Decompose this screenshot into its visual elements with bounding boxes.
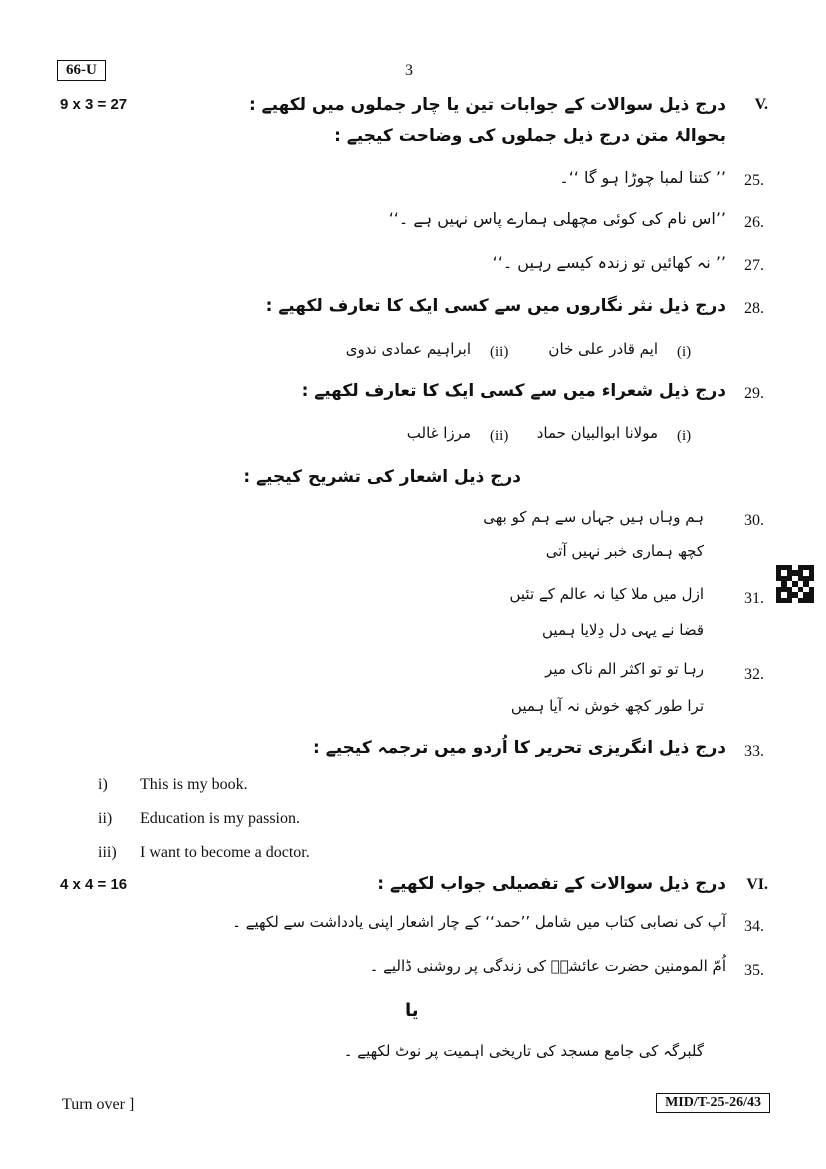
section-vi-roman: VI. — [746, 876, 768, 893]
question-35-alternative-text: گلبرگہ کی جامع مسجد کی تاریخی اہمیت پر نوٹ لکھیے ۔ — [343, 1042, 704, 1060]
question-34-text: آپ کی نصابی کتاب میں شامل ’’حمد‘‘ کے چار اشعار اپنی یادداشت سے لکھیے ۔ — [232, 913, 726, 931]
question-35-text: اُمّ المومنین حضرت عائشہؓ کی زندگی پر روشنی ڈالیے ۔ — [369, 957, 726, 975]
q29-option-1: مولانا ابوالبیان حماد — [536, 424, 658, 442]
poetry-instruction: درج ذیل اشعار کی تشریح کیجیے : — [243, 467, 521, 487]
paper-code-box: 66-U — [57, 60, 106, 81]
translation-item-1: This is my book. — [140, 776, 248, 793]
question-number-34: 34. — [744, 918, 764, 935]
section-vi-marks: 4 x 4 = 16 — [60, 876, 128, 893]
qr-code-icon — [776, 565, 814, 603]
question-number-31: 31. — [744, 590, 764, 607]
question-number-35: 35. — [744, 962, 764, 979]
question-number-29: 29. — [744, 385, 764, 402]
question-32-line-2: ترا طور کچھ خوش نہ آیا ہمیں — [510, 697, 704, 715]
question-number-33: 33. — [744, 743, 764, 760]
question-30-line-1: ہم وہاں ہیں جہاں سے ہم کو بھی — [483, 508, 704, 526]
translation-item-2-label: ii) — [98, 810, 113, 827]
question-number-26: 26. — [744, 214, 764, 231]
turn-over-label: Turn over ] — [62, 1096, 135, 1113]
q29-option-2-label: (ii) — [490, 428, 509, 444]
question-31-line-2: قضا نے یہی دل دِلایا ہمیں — [542, 621, 704, 639]
question-26-text: ’’اس نام کی کوئی مچھلی ہمارے پاس نہیں ہے ۔‘‘ — [388, 209, 726, 228]
question-32-line-1: رہا تو تو اکثر الم ناک میر — [545, 660, 704, 678]
question-number-32: 32. — [744, 666, 764, 683]
section-v-roman: V. — [754, 96, 768, 113]
q29-option-2: مرزا غالب — [406, 424, 471, 442]
question-number-30: 30. — [744, 512, 764, 529]
footer-code-box: MID/T-25-26/43 — [656, 1093, 770, 1113]
question-27-text: ’’ نہ کھائیں تو زندہ کیسے رہیں ۔‘‘ — [492, 253, 726, 272]
question-25-text: ’’ کتنا لمبا چوڑا ہو گا ‘‘۔ — [559, 168, 726, 187]
question-31-line-1: ازل میں ملا کیا نہ عالم کے تئیں — [509, 585, 704, 603]
section-v-marks: 9 x 3 = 27 — [60, 96, 128, 113]
page-number: 3 — [405, 62, 413, 79]
q29-option-1-label: (i) — [677, 428, 692, 444]
q28-option-1: ایم قادر علی خان — [548, 340, 658, 358]
translation-item-3: I want to become a doctor. — [140, 844, 310, 861]
section-vi-instruction: درج ذیل سوالات کے تفصیلی جواب لکھیے : — [377, 874, 726, 894]
q28-option-1-label: (i) — [677, 344, 692, 360]
question-number-27: 27. — [744, 257, 764, 274]
translation-item-2: Education is my passion. — [140, 810, 300, 827]
question-number-25: 25. — [744, 172, 764, 189]
question-number-28: 28. — [744, 300, 764, 317]
question-30-line-2: کچھ ہماری خبر نہیں آتی — [545, 542, 704, 560]
question-33-text: درج ذیل انگریزی تحریر کا اُردو میں ترجمہ کیجیے : — [313, 738, 726, 758]
q28-option-2-label: (ii) — [490, 344, 509, 360]
question-28-text: درج ذیل نثر نگاروں میں سے کسی ایک کا تعارف لکھیے : — [265, 296, 726, 316]
or-label: یا — [405, 1000, 419, 1021]
translation-item-3-label: iii) — [98, 844, 117, 861]
section-v-sub-instruction: بحوالۂ متن درج ذیل جملوں کی وضاحت کیجیے : — [334, 126, 726, 146]
section-v-instruction: درج ذیل سوالات کے جوابات تین یا چار جملوں میں لکھیے : — [248, 95, 726, 115]
question-29-text: درج ذیل شعراء میں سے کسی ایک کا تعارف لکھیے : — [301, 381, 726, 401]
q28-option-2: ابراہیم عمادی ندوی — [345, 340, 471, 358]
translation-item-1-label: i) — [98, 776, 108, 793]
